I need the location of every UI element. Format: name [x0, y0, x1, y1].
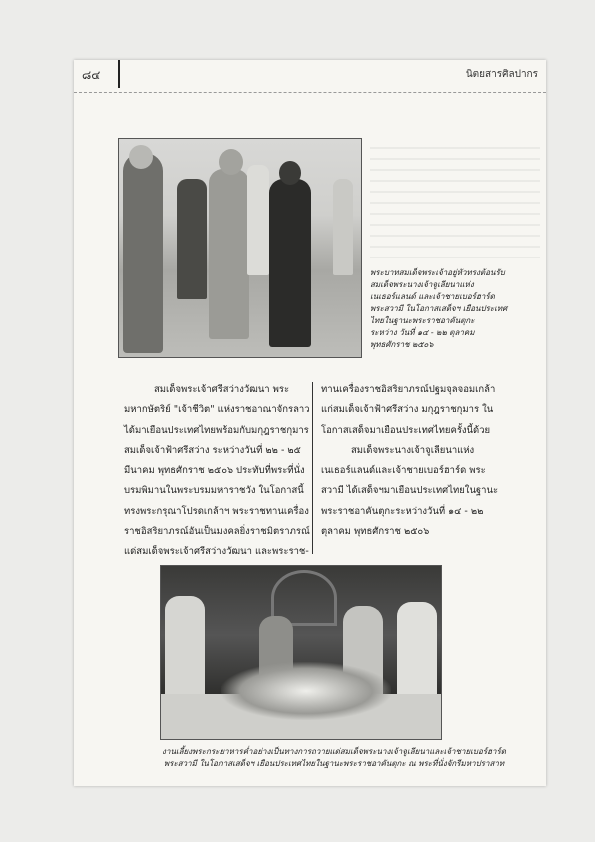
page-number: ๘๔	[82, 68, 101, 82]
running-head: นิตยสารศิลปากร	[465, 69, 538, 80]
body-line: โอกาสเสด็จมาเยือนประเทศไทยครั้งนี้ด้วย	[321, 424, 491, 436]
caption-line: งานเลี้ยงพระกระยาหารค่ำอย่างเป็นทางการถวายแด่สมเด็จพระนางเจ้าจูเลียนาและเจ้าชายเบอร์ฮาร์ด	[162, 747, 506, 756]
body-column-left	[124, 380, 310, 563]
caption-line: เนเธอร์แลนด์ และเจ้าชายเบอร์ฮาร์ด	[370, 292, 495, 301]
caption-line: ระหว่าง วันที่ ๑๔ - ๒๒ ตุลาคม	[370, 328, 475, 337]
caption-line: พระสวามี ในโอกาสเสด็จฯ เยือนประเทศ	[370, 304, 508, 313]
woman-figure	[123, 153, 163, 353]
header-rule	[74, 92, 546, 93]
floral-centerpiece	[221, 662, 391, 720]
body-line: ราชอิสริยาภรณ์อันเป็นมงคลยิ่งราชมิตราภรณ์	[124, 526, 310, 538]
bleed-through-texture	[370, 138, 540, 258]
body-line: สมเด็จพระนางเจ้าจูเลียนาแห่ง	[351, 444, 475, 456]
caption-line: ไทยในฐานะพระราชอาคันตุกะ	[370, 316, 475, 325]
guest-figure	[209, 169, 249, 339]
guest-head	[219, 149, 243, 175]
white-uniform-figure	[247, 165, 269, 275]
body-line: สมเด็จพระเจ้าศรีสว่างวัฒนา พระ	[154, 384, 290, 395]
officer-figure	[177, 179, 207, 299]
body-line: ทานเครื่องราชอิสริยาภรณ์ปฐมจุลจอมเกล้า	[321, 384, 496, 395]
body-line: ได้มาเยือนประเทศไทยพร้อมกับมกุฎราชกุมาร	[124, 424, 309, 436]
woman-head	[129, 145, 153, 169]
caption-line: พระบาทสมเด็จพระเจ้าอยู่หัวทรงต้อนรับ	[370, 268, 505, 277]
body-line: แก่สมเด็จเจ้าฟ้าศรีสว่าง มกุฎราชกุมาร ใน	[321, 404, 494, 416]
body-line: แด่สมเด็จพระเจ้าศรีสว่างวัฒนา และพระราช-	[124, 546, 309, 558]
magazine-page	[74, 60, 546, 786]
column-divider	[312, 382, 313, 554]
king-head	[279, 161, 301, 185]
body-line: ทรงพระกรุณาโปรดเกล้าฯ พระราชทานเครื่อง	[124, 505, 309, 517]
body-line: สวามี ได้เสด็จฯมาเยือนประเทศไทยในฐานะ	[321, 485, 499, 497]
body-line: พระราชอาคันตุกะระหว่างวันที่ ๑๔ - ๒๒	[321, 505, 484, 517]
caption-line: สมเด็จพระนางเจ้าจูเลียนาแห่ง	[370, 280, 474, 289]
body-line: เนเธอร์แลนด์และเจ้าชายเบอร์ฮาร์ด พระ	[321, 465, 486, 477]
body-line: สมเด็จเจ้าฟ้าศรีสว่าง ระหว่างวันที่ ๒๒ - ๒๕	[124, 444, 301, 456]
header-divider	[118, 60, 120, 88]
body-line: มหากษัตริย์ "เจ้าชีวิต" แห่งราชอาณาจักรลาว	[124, 404, 310, 416]
caption-line: พุทธศักราช ๒๕๐๖	[370, 340, 434, 349]
background-officer	[333, 179, 353, 275]
caption-line: พระสวามี ในโอกาสเสด็จฯ เยือนประเทศไทยในฐานะพระราชอาคันตุกะ ณ พระที่นั่งจักรีมหาปราสาท	[163, 759, 505, 768]
body-column-right	[321, 380, 503, 542]
body-line: มีนาคม พุทธศักราช ๒๕๐๖ ประทับที่พระที่นั่ง	[124, 465, 305, 477]
photo-caption-1	[370, 267, 540, 351]
greeting-photo	[118, 138, 362, 358]
photo-caption-2	[134, 746, 534, 770]
king-figure	[269, 179, 311, 347]
left-guest-figure	[165, 596, 205, 696]
banquet-photo	[160, 565, 442, 740]
king-figure-banquet	[397, 602, 437, 698]
body-line: ตุลาคม พุทธศักราช ๒๕๐๖	[321, 526, 430, 538]
body-line: บรมพิมานในพระบรมมหาราชวัง ในโอกาสนี้	[124, 485, 304, 497]
